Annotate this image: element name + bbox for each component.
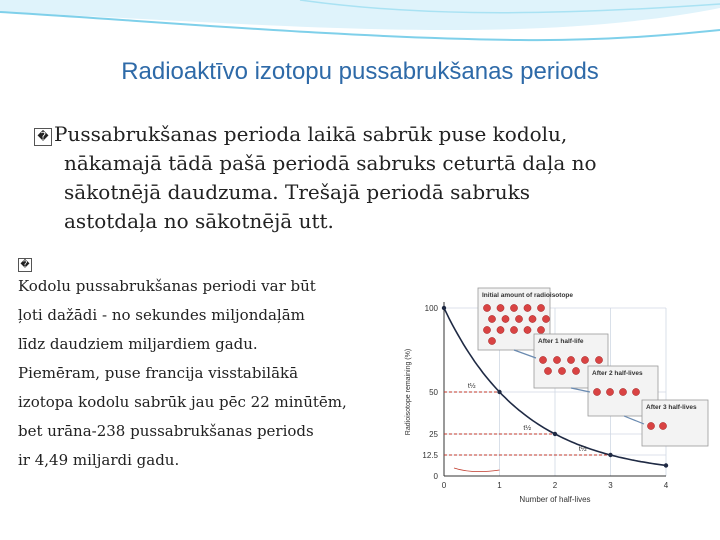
isotope-sphere bbox=[544, 367, 551, 374]
isotope-sphere bbox=[581, 356, 588, 363]
isotope-sphere bbox=[510, 326, 517, 333]
bullet2-line-1: � Kodolu pussabrukšanas periodi var būt bbox=[18, 260, 316, 295]
bullet1-line-1: � Pussabrukšanas perioda laikā sabrūk puse kodolu, bbox=[34, 122, 567, 146]
half-life-label-3: t½ bbox=[578, 446, 587, 453]
isotope-sphere bbox=[510, 304, 517, 311]
x-tick-label-3: 3 bbox=[608, 481, 613, 490]
bullet2-line-5: izotopa kodolu sabrūk jau pēc 22 minūtēm, bbox=[18, 393, 347, 411]
isotope-sphere bbox=[606, 388, 613, 395]
x-tick-label-2: 2 bbox=[552, 481, 558, 490]
isotope-sphere bbox=[537, 304, 544, 311]
header-wave-decoration bbox=[0, 0, 720, 60]
y-tick-label-3: 50 bbox=[429, 388, 438, 397]
isotope-sphere bbox=[593, 388, 600, 395]
isotope-sphere bbox=[659, 422, 666, 429]
sample-box-label-4: After 3 half-lives bbox=[646, 404, 697, 411]
bullet2-line-7: ir 4,49 miljardi gadu. bbox=[18, 451, 180, 469]
bullet1-line-3: sākotnējā daudzuma. Trešajā periodā sabruks bbox=[64, 180, 530, 204]
x-axis-label: Number of half-lives bbox=[519, 495, 591, 504]
y-tick-label-4: 100 bbox=[424, 304, 438, 313]
isotope-sphere bbox=[558, 367, 565, 374]
isotope-sphere bbox=[619, 388, 626, 395]
x-tick-label-4: 4 bbox=[663, 481, 669, 490]
bullet2-line-6: bet urāna-238 pussabrukšanas periods bbox=[18, 422, 314, 440]
bullet1-line-2: nākamajā tādā pašā periodā sabruks ceturtā daļa no bbox=[64, 151, 597, 175]
half-life-label-1: t½ bbox=[467, 383, 476, 390]
isotope-sphere bbox=[497, 326, 504, 333]
half-life-chart bbox=[396, 268, 714, 508]
bullet-secondary bbox=[18, 258, 398, 475]
data-point-4 bbox=[664, 463, 668, 467]
isotope-sphere bbox=[502, 315, 509, 322]
bullet2-line-3: līdz daudziem miljardiem gadu. bbox=[18, 335, 258, 353]
isotope-sphere bbox=[488, 337, 495, 344]
data-point-0 bbox=[442, 306, 446, 310]
isotope-sphere bbox=[539, 356, 546, 363]
isotope-sphere bbox=[529, 315, 536, 322]
data-point-2 bbox=[553, 432, 557, 436]
isotope-sphere bbox=[497, 304, 504, 311]
isotope-sphere bbox=[632, 388, 639, 395]
sample-box-label-3: After 2 half-lives bbox=[592, 370, 643, 377]
y-tick-label-1: 12.5 bbox=[422, 451, 438, 460]
isotope-sphere bbox=[488, 315, 495, 322]
isotope-sphere bbox=[537, 326, 544, 333]
bullet2-line-4: Piemēram, puse francija visstabilākā bbox=[18, 364, 299, 382]
bullet-symbol: � bbox=[34, 128, 52, 146]
y-axis-label: Radioisotope remaining (%) bbox=[405, 348, 412, 436]
y-tick-label-2: 25 bbox=[429, 430, 438, 439]
isotope-sphere bbox=[524, 304, 531, 311]
bullet2-line-2: ļoti dažādi - no sekundes miljondaļām bbox=[18, 306, 305, 324]
isotope-sphere bbox=[483, 304, 490, 311]
isotope-sphere bbox=[515, 315, 522, 322]
isotope-sphere bbox=[542, 315, 549, 322]
isotope-sphere bbox=[553, 356, 560, 363]
isotope-sphere bbox=[572, 367, 579, 374]
y-tick-label-0: 0 bbox=[433, 472, 438, 481]
data-point-3 bbox=[608, 453, 612, 457]
bullet-main bbox=[34, 120, 674, 236]
sample-box-label-1: Initial amount of radioisotope bbox=[482, 292, 573, 299]
x-tick-label-1: 1 bbox=[497, 481, 502, 490]
half-life-label-2: t½ bbox=[523, 425, 532, 432]
bullet1-line-4: astotdaļa no sākotnējā utt. bbox=[64, 209, 334, 233]
bullet-symbol: � bbox=[18, 258, 32, 272]
isotope-sphere bbox=[647, 422, 654, 429]
slide-title: Radioaktīvo izotopu pussabrukšanas periods bbox=[121, 58, 599, 85]
isotope-sphere bbox=[483, 326, 490, 333]
isotope-sphere bbox=[567, 356, 574, 363]
isotope-sphere bbox=[595, 356, 602, 363]
sample-box-label-2: After 1 half-life bbox=[538, 338, 584, 345]
isotope-sphere bbox=[524, 326, 531, 333]
x-tick-label-0: 0 bbox=[441, 481, 447, 490]
data-point-1 bbox=[497, 390, 501, 394]
